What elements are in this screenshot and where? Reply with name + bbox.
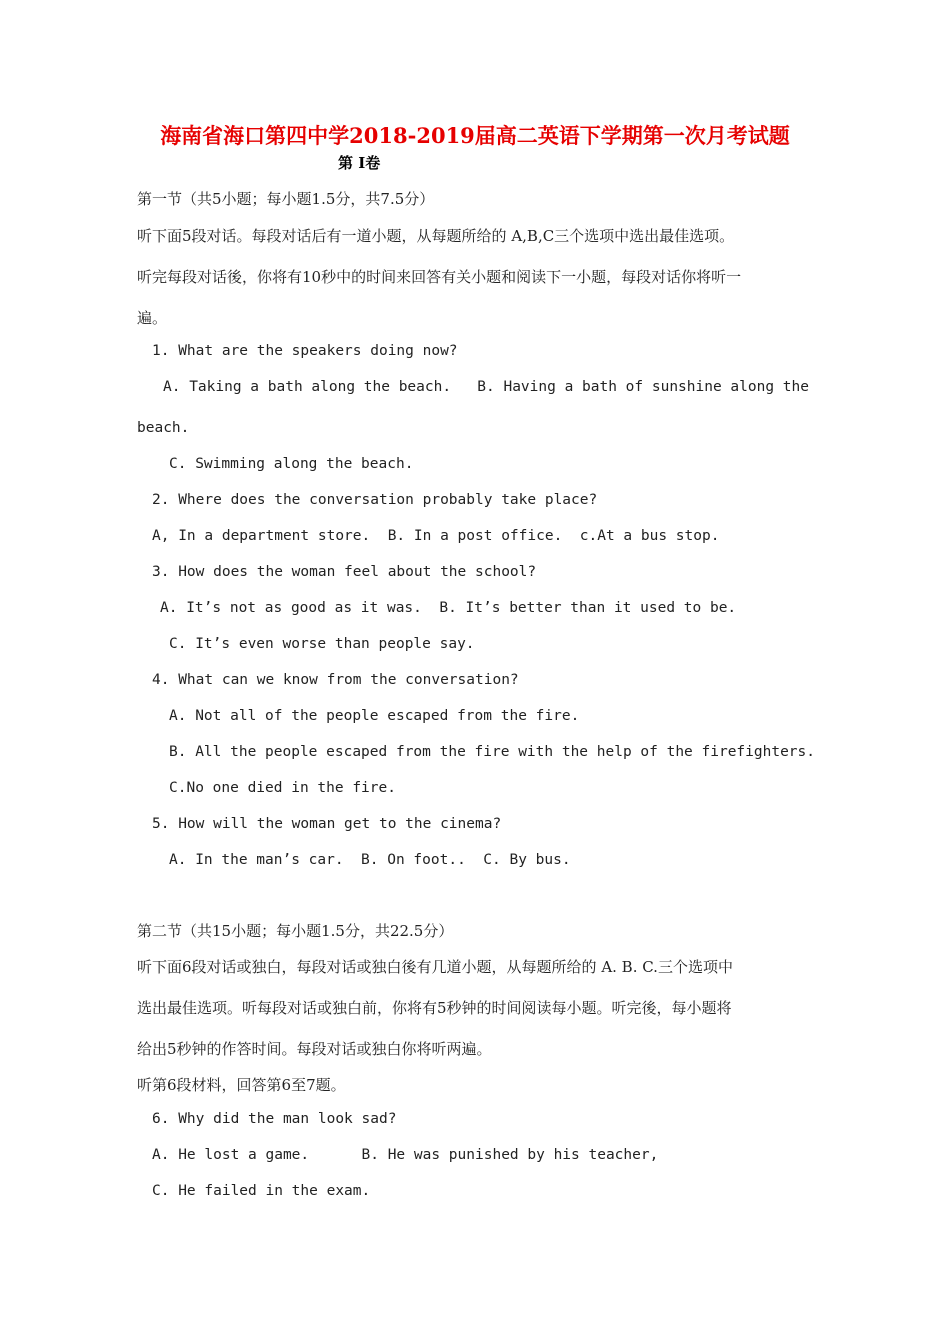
question-3-option-c: C. It’s even worse than people say. — [169, 636, 475, 652]
question-5-stem: 5. How will the woman get to the cinema? — [152, 816, 502, 832]
question-4-option-a: A. Not all of the people escaped from the fire. — [169, 708, 580, 724]
question-2-options: A, In a department store. B. In a post office. c.At a bus stop. — [152, 528, 720, 544]
question-6-options-ab: A. He lost a game. B. He was punished by his teacher, — [152, 1147, 659, 1163]
question-1-options-ab-continued: beach. — [137, 420, 190, 436]
section1-heading: 第一节（共5小题；每小题1.5分，共7.5分） — [137, 190, 435, 208]
question-4-option-b: B. All the people escaped from the fire with the help of the firefighters. — [169, 744, 816, 760]
question-4-option-c: C.No one died in the fire. — [169, 780, 396, 796]
section1-instruction-line3: 遍。 — [137, 309, 168, 327]
section2-heading: 第二节（共15小题；每小题1.5分，共22.5分） — [137, 922, 454, 940]
section2-instruction-line1: 听下面6段对话或独白，每段对话或独白後有几道小题，从每题所给的 A. B. C.三个选项中 — [137, 958, 733, 976]
question-5-options: A. In the man’s car. B. On foot.. C. By bus. — [169, 852, 571, 868]
question-4-stem: 4. What can we know from the conversation? — [152, 672, 519, 688]
volume-label: 第 I卷 — [338, 154, 381, 172]
material-6-instruction: 听第6段材料，回答第6至7题。 — [137, 1076, 346, 1094]
question-1-stem: 1. What are the speakers doing now? — [152, 343, 458, 359]
question-3-stem: 3. How does the woman feel about the school? — [152, 564, 537, 580]
exam-title: 海南省海口第四中学2018-2019届高二英语下学期第一次月考试题 — [160, 123, 790, 148]
section2-instruction-line2: 选出最佳选项。听每段对话或独白前，你将有5秒钟的时间阅读每小题。听完後，每小题将 — [137, 999, 732, 1017]
section1-instruction-line2: 听完每段对话後，你将有10秒中的时间来回答有关小题和阅读下一小题，每段对话你将听一 — [137, 268, 742, 286]
section1-instruction-line1: 听下面5段对话。每段对话后有一道小题，从每题所给的 A,B,C三个选项中选出最佳选项。 — [137, 227, 735, 245]
question-1-option-c: C. Swimming along the beach. — [169, 456, 414, 472]
question-6-stem: 6. Why did the man look sad? — [152, 1111, 397, 1127]
question-3-options-ab: A. It’s not as good as it was. B. It’s better than it used to be. — [160, 600, 737, 616]
question-6-option-c: C. He failed in the exam. — [152, 1183, 371, 1199]
section2-instruction-line3: 给出5秒钟的作答时间。每段对话或独白你将听两遍。 — [137, 1040, 492, 1058]
question-2-stem: 2. Where does the conversation probably take place? — [152, 492, 598, 508]
question-1-options-ab: A. Taking a bath along the beach. B. Having a bath of sunshine along the — [163, 379, 810, 395]
